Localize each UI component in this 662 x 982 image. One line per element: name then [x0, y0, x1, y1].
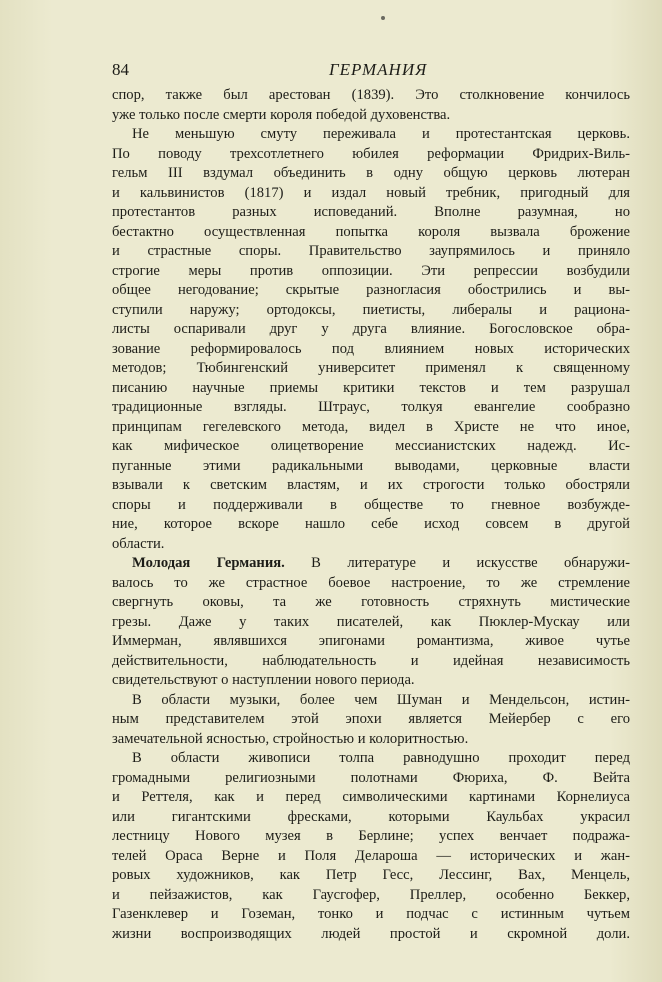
text-line: общее негодование; скрытые разногласия обострились и вы- [112, 282, 630, 298]
text-line: методов; Тюбингенский университет применял к священному [112, 360, 630, 376]
text-line: Иммерман, являвшихся эпигонами романтизма, живое чутье [112, 633, 630, 649]
print-speck [381, 16, 385, 20]
text-line: споры и поддерживали в обществе то гневное возбужде- [112, 496, 630, 513]
text-line: валось то же страстное боевое настроение, то же стремление [112, 574, 630, 591]
text-line: как мифическое олицетворение мессианистских надежд. Ис- [112, 438, 630, 454]
text-line: строгие меры против оппозиции. Эти репрессии возбудили [112, 262, 630, 279]
text-line: спор, также был арестован (1839). Это столкновение кончилось [112, 87, 630, 103]
page-number: 84 [112, 60, 129, 79]
text-line: уже только после смерти короля победой духовенства. [112, 106, 451, 123]
text-line: и Реттеля, как и перед символическими картинами Корнелиуса [112, 789, 630, 805]
text-line: и пейзажистов, как Гаусгофер, Преллер, особенно Беккер, [112, 886, 630, 903]
text-line: принципам гегелевского метода, видел в Христе не что иное, [112, 418, 630, 435]
text-line: ступили наружу; ортодоксы, пиетисты, либералы и рациона- [112, 301, 630, 318]
text-line: протестантов разных исповеданий. Вполне разумная, но [112, 204, 630, 220]
page-header [112, 60, 632, 82]
text-line: свидетельствуют о наступлении нового периода. [112, 672, 415, 688]
text-line: листы оспаривали друг у друга влияние. Богословское обра- [112, 321, 630, 337]
text-line: грезы. Даже у таких писателей, как Пюклер-Мускау или [112, 613, 630, 630]
section-heading: Молодая Германия. [132, 555, 285, 571]
text-line: В области музыки, более чем Шуман и Мендельсон, истин- [132, 691, 630, 708]
text-line: традиционные взгляды. Штраус, толкуя евангелие сообразно [112, 399, 630, 415]
text-line: писанию научные приемы критики текстов и тем разрушал [112, 379, 630, 396]
text-line: ным представителем этой эпохи является Мейербер с его [112, 711, 630, 727]
text-line: или гигантскими фресками, которыми Каульбах украсил [112, 808, 630, 825]
text-line: В области живописи толпа равнодушно проходит перед [132, 750, 630, 766]
text-line: гельм III вздумал объединить в одну общую церковь лютеран [112, 165, 630, 181]
text-line: Газенклевер и Гоземан, тонко и подчас с истинным чутьем [112, 906, 630, 922]
text-line: и страстные споры. Правительство заупрямилось и приняло [112, 243, 630, 259]
text-line [112, 554, 630, 574]
text-line: бестактно осуществленная попытка короля вызвала брожение [112, 223, 630, 240]
text-line: телей Ораса Верне и Поля Делароша — исторических и жан- [112, 847, 630, 864]
text-line: ние, которое вскоре нашло себе исход совсем в другой [112, 516, 630, 532]
text-line: взывали к светским властям, и их строгости только обостряли [112, 477, 630, 493]
text-line: По поводу трехсотлетнего юбилея реформации Фридрих-Виль- [112, 145, 630, 162]
text-line: жизни воспроизводящих людей простой и скромной доли. [112, 925, 630, 942]
body-text [112, 86, 630, 944]
text-line: области. [112, 535, 165, 552]
text-line: ровых художников, как Петр Гесс, Лессинг, Вах, Менцель, [112, 867, 630, 883]
text-line: пуганные этими радикальными выводами, церковные власти [112, 457, 630, 474]
text-line: свергнуть оковы, та же готовность стряхнуть мистические [112, 594, 630, 610]
text-line: зование реформировалось под влиянием новых исторических [112, 340, 630, 357]
text-line: замечательной ясностью, стройностью и колоритностью. [112, 730, 469, 747]
line-text: В литературе и искусстве обнаружи- [284, 555, 630, 571]
text-line: лестницу Нового музея в Берлине; успех венчает подража- [112, 828, 630, 844]
text-line: и кальвинистов (1817) и издал новый требник, пригодный для [112, 184, 630, 201]
text-line: действительности, наблюдательность и идейная независимость [112, 652, 630, 669]
text-line: Не меньшую смуту переживала и протестантская церковь. [132, 126, 630, 142]
running-title: ГЕРМАНИЯ [329, 60, 428, 79]
text-line: громадными религиозными полотнами Фюриха, Ф. Вейта [112, 769, 630, 786]
